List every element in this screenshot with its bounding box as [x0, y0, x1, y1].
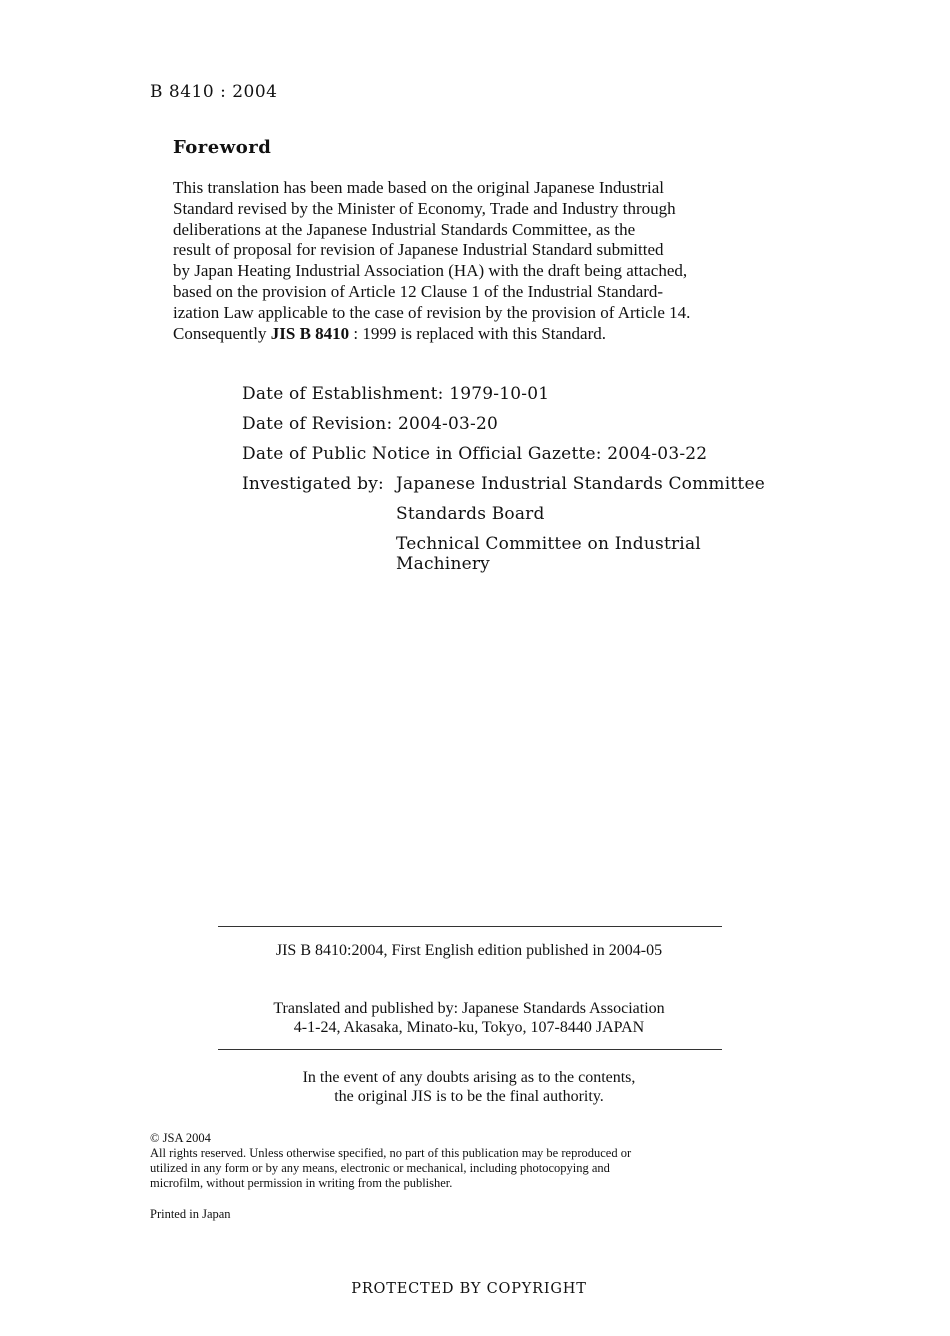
- foreword-line: Standard revised by the Minister of Economy, Trade and Industry through: [173, 198, 676, 218]
- foreword-line: deliberations at the Japanese Industrial Standards Committee, as the: [173, 219, 636, 239]
- investigated-by-technical-committee: Technical Committee on Industrial: [396, 534, 701, 554]
- copyright-text-3: microfilm, without permission in writing from the publisher.: [150, 1176, 453, 1190]
- divider-bottom: [218, 1049, 722, 1050]
- foreword-line: This translation has been made based on the original Japanese Industrial: [173, 178, 664, 197]
- foreword-line: by Japan Heating Industrial Association (HA) with the draft being attached,: [173, 261, 688, 281]
- foreword-line: ization Law applicable to the case of revision by the provision of Article 14.: [173, 302, 691, 322]
- date-of-revision: Date of Revision: 2004-03-20: [242, 414, 498, 434]
- publisher-line: Translated and published by: Japanese Standards Association: [273, 1000, 665, 1017]
- date-of-public-notice: Date of Public Notice in Official Gazette: 2004-03-22: [242, 444, 708, 464]
- foreword-last-line: [173, 324, 785, 345]
- foreword-paragraph: [173, 178, 785, 344]
- standard-reference: JIS B 8410: [270, 323, 350, 343]
- divider-top: [218, 926, 722, 927]
- investigated-by-committee: Japanese Industrial Standards Committee: [396, 474, 765, 494]
- investigated-by-technical-committee-cont: Machinery: [396, 554, 490, 574]
- investigated-by-label: Investigated by:: [242, 474, 384, 494]
- publisher-address: 4-1-24, Akasaka, Minato-ku, Tokyo, 107-8440 JAPAN: [293, 1019, 645, 1036]
- foreword-last-suffix: : 1999 is replaced with this Standard.: [349, 323, 607, 343]
- authority-line-1: In the event of any doubts arising as to the contents,: [302, 1069, 636, 1086]
- foreword-line: result of proposal for revision of Japanese Industrial Standard submitted: [173, 240, 664, 260]
- foreword-heading: Foreword: [173, 137, 272, 158]
- edition-note: JIS B 8410:2004, First English edition published in 2004-05: [275, 942, 663, 959]
- copyright-text-2: utilized in any form or by any means, electronic or mechanical, including photocopying and: [150, 1161, 610, 1175]
- printed-in: Printed in Japan: [150, 1207, 231, 1221]
- investigated-by-board: Standards Board: [396, 504, 545, 524]
- document-code: B 8410 : 2004: [150, 82, 278, 102]
- protected-footer: PROTECTED BY COPYRIGHT: [351, 1281, 587, 1297]
- foreword-line: based on the provision of Article 12 Clause 1 of the Industrial Standard-: [173, 281, 664, 301]
- date-of-establishment: Date of Establishment: 1979-10-01: [242, 384, 550, 404]
- copyright-symbol-line: © JSA 2004: [150, 1131, 211, 1145]
- foreword-last-prefix: Consequently: [173, 323, 271, 343]
- authority-line-2: the original JIS is to be the final authority.: [334, 1088, 604, 1105]
- copyright-text-1: All rights reserved. Unless otherwise specified, no part of this publication may be reproduced or: [150, 1146, 632, 1160]
